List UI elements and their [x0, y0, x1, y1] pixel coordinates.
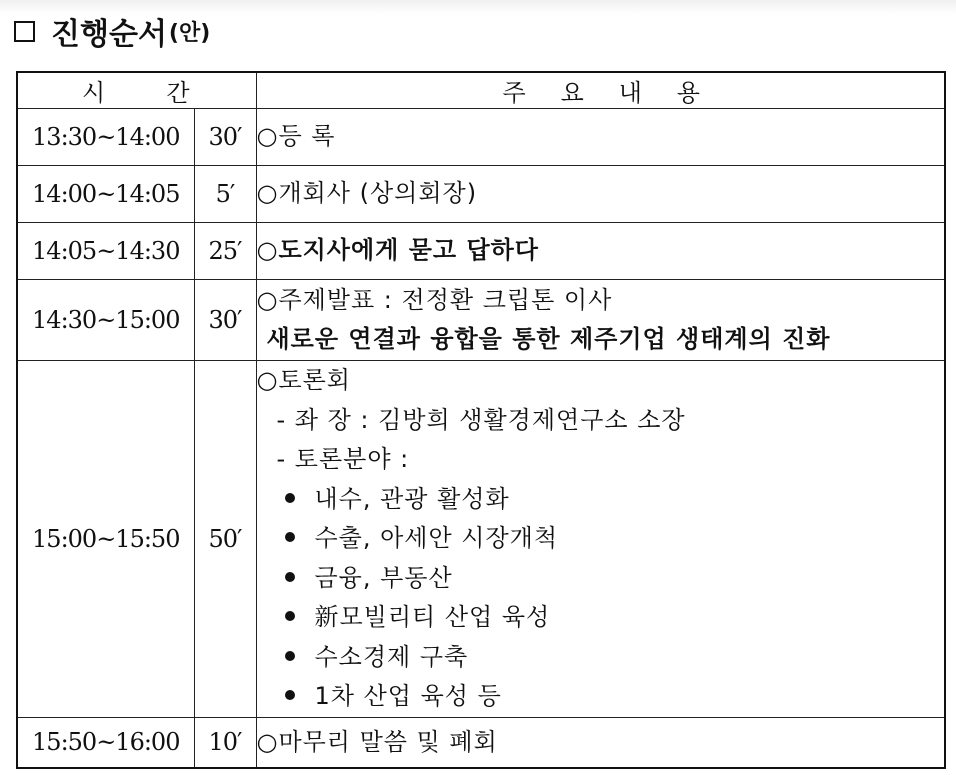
bullet-text: 1차 산업 육성 등 — [314, 682, 502, 710]
bullet-item — [257, 480, 945, 520]
content-cell — [256, 361, 945, 718]
header-time-char: 시 — [82, 79, 106, 107]
header-time — [17, 72, 256, 109]
content-cell — [256, 223, 945, 280]
table-row — [17, 223, 945, 280]
header-time-char: 간 — [166, 79, 190, 107]
checkbox-square-icon — [14, 21, 35, 42]
content-cell — [256, 280, 945, 361]
agenda-item: ○토론회 — [256, 366, 351, 394]
time-range-cell: 15:00~15:50 — [17, 361, 194, 718]
agenda-item: ○등 록 — [256, 122, 336, 151]
header-content — [256, 72, 945, 109]
header-content-char: 용 — [676, 79, 700, 107]
bullet-text: 금융, 부동산 — [314, 563, 453, 592]
duration-cell: 50′ — [194, 361, 256, 718]
bullet-text: 수소경제 구축 — [314, 642, 469, 671]
agenda-item: ○마무리 말씀 및 폐회 — [256, 727, 498, 756]
time-range-cell: 14:05~14:30 — [17, 223, 194, 280]
duration-cell: 30′ — [194, 109, 256, 166]
duration-cell: 25′ — [194, 223, 256, 280]
schedule-table — [16, 71, 946, 769]
time-range-cell: 14:30~15:00 — [17, 280, 194, 361]
bullet-item — [257, 677, 945, 717]
table-row — [17, 361, 945, 718]
content-cell — [256, 109, 945, 166]
table-row — [17, 166, 945, 223]
presentation-title: 새로운 연결과 융합을 통한 제주기업 생태계의 진화 — [266, 325, 831, 353]
table-header-row — [17, 72, 945, 109]
agenda-item-bold: ○도지사에게 묻고 답하다 — [256, 236, 539, 265]
duration-cell: 5′ — [194, 166, 256, 223]
bullet-dot-icon — [285, 611, 295, 621]
time-range-cell: 14:00~14:05 — [17, 166, 194, 223]
bullet-item — [257, 638, 945, 678]
bullet-item — [257, 598, 945, 638]
content-cell — [256, 717, 945, 768]
time-range-cell: 15:50~16:00 — [17, 717, 194, 768]
sub-item: - 좌 장 : 김방희 생활경제연구소 소장 — [276, 405, 686, 434]
table-row — [17, 280, 945, 361]
agenda-item: ○개회사 (상의회장) — [256, 179, 478, 208]
heading-suffix: (안) — [168, 20, 211, 46]
table-row — [17, 109, 945, 166]
bullet-dot-icon — [285, 572, 295, 582]
bullet-item — [257, 559, 945, 599]
bullet-text: 내수, 관광 활성화 — [314, 484, 510, 513]
heading-title: 진행순서 — [51, 17, 167, 52]
bullet-text: 新모빌리티 산업 육성 — [314, 603, 551, 631]
agenda-item: ○주제발표 : 전정환 크립톤 이사 — [256, 285, 613, 314]
sub-item: - 토론분야 : — [276, 445, 410, 473]
header-content-char: 내 — [618, 79, 642, 107]
bullet-dot-icon — [285, 493, 295, 503]
bullet-dot-icon — [285, 651, 295, 661]
header-content-char: 요 — [560, 79, 584, 107]
table-row — [17, 717, 945, 768]
duration-cell: 10′ — [194, 717, 256, 768]
header-content-char: 주 — [502, 79, 526, 107]
bullet-dot-icon — [285, 690, 295, 700]
duration-cell: 30′ — [194, 280, 256, 361]
bullet-dot-icon — [285, 532, 295, 542]
content-cell — [256, 166, 945, 223]
bullet-item — [257, 519, 945, 559]
time-range-cell: 13:30~14:00 — [17, 109, 194, 166]
section-heading — [14, 10, 210, 52]
bullet-text: 수출, 아세안 시장개척 — [314, 524, 559, 552]
